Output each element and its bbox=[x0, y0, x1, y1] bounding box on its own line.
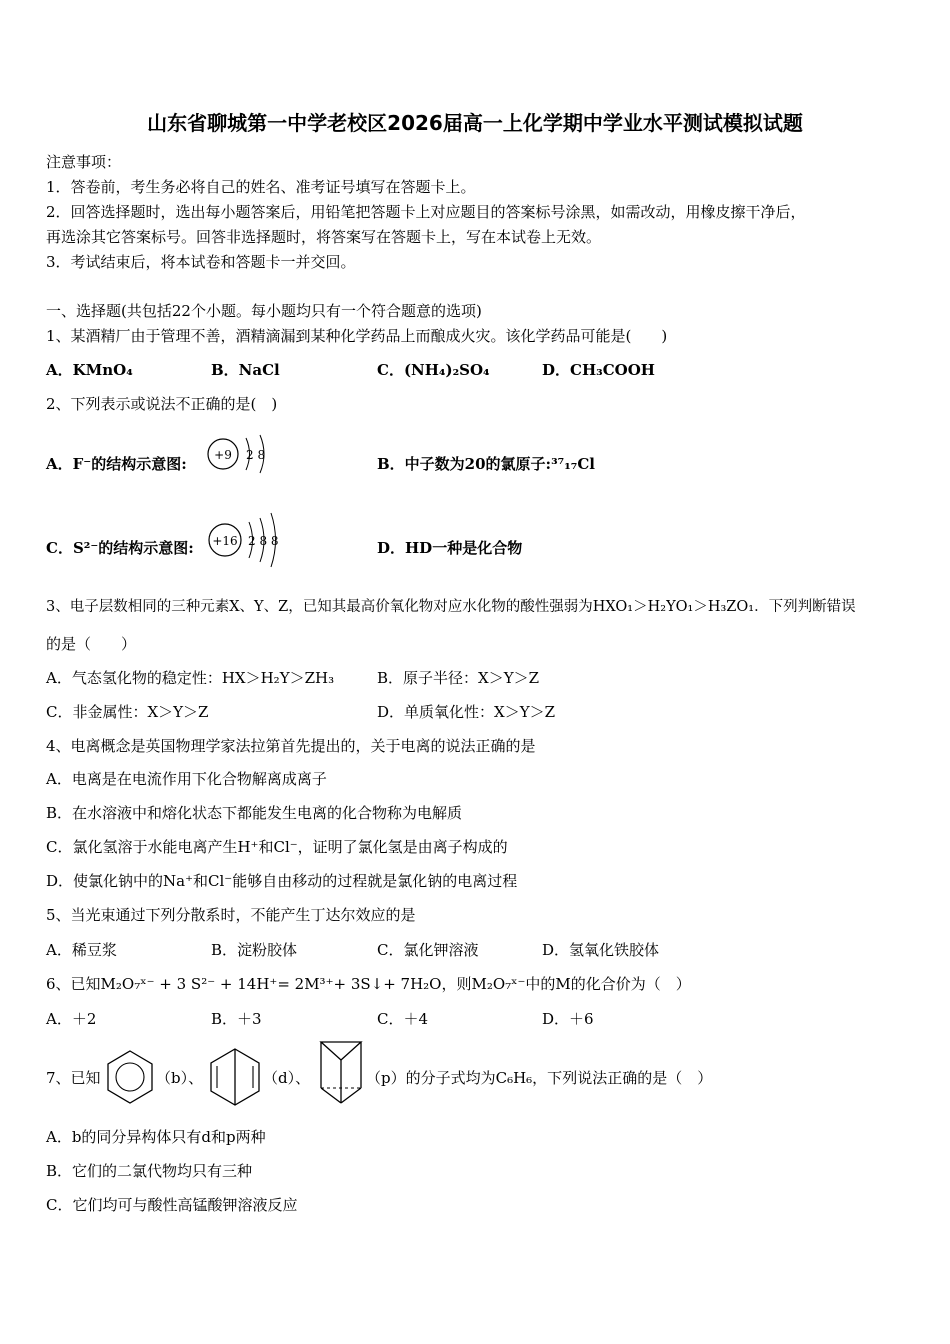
q1-option-d: D．CH₃COOH bbox=[542, 361, 655, 379]
q1-option-a: A．KMnO₄ bbox=[46, 361, 133, 379]
notice-heading: 注意事项： bbox=[46, 153, 122, 171]
q2-option-d: D．HD一种是化合物 bbox=[377, 539, 523, 557]
q5-option-c: C．氯化钾溶液 bbox=[377, 941, 479, 959]
q4-option-a: A．电离是在电流作用下化合物解离成离子 bbox=[46, 770, 327, 788]
q7-option-b: B．它们的二氯代物均只有三种 bbox=[46, 1162, 253, 1180]
q6-option-c: C．＋4 bbox=[377, 1010, 429, 1028]
q7-label-p: （p）的分子式均为C₆H₆，下列说法正确的是（ ） bbox=[366, 1069, 713, 1087]
page-title: 山东省聊城第一中学老校区2026届高一上化学期中学业水平测试模拟试题 bbox=[147, 111, 803, 135]
c-nucleus-label: +16 bbox=[212, 534, 238, 548]
q2-option-b: B．中子数为20的氯原子:³⁷₁₇Cl bbox=[377, 455, 596, 473]
a-nucleus-label: +9 bbox=[214, 448, 232, 462]
q4-option-c: C．氯化氢溶于水能电离产生H⁺和Cl⁻，证明了氯化氢是由离子构成的 bbox=[46, 838, 508, 856]
c-shell-label: 2 8 8 bbox=[248, 534, 279, 548]
prismane-structure bbox=[318, 1038, 364, 1106]
q3-option-b: B．原子半径：X＞Y＞Z bbox=[377, 669, 540, 687]
q4-option-d: D．使氯化钠中的Na⁺和Cl⁻能够自由移动的过程就是氯化钠的电离过程 bbox=[46, 872, 518, 890]
q2-option-a: A．F⁻的结构示意图: bbox=[46, 455, 187, 473]
q5-option-b: B．淀粉胶体 bbox=[211, 941, 298, 959]
q6-option-a: A．＋2 bbox=[46, 1010, 97, 1028]
dewar-benzene-structure bbox=[207, 1046, 263, 1108]
q7-pre: 7、已知 bbox=[46, 1069, 101, 1087]
q2-option-c: C．S²⁻的结构示意图: bbox=[46, 539, 194, 557]
notice-item: 再选涂其它答案标号。回答非选择题时，将答案写在答题卡上，写在本试卷上无效。 bbox=[46, 228, 602, 246]
q3-option-d: D．单质氧化性：X＞Y＞Z bbox=[377, 703, 556, 721]
fluoride-structure-diagram bbox=[204, 432, 274, 476]
section-heading: 一、选择题(共包括22个小题。每小题均只有一个符合题意的选项) bbox=[46, 302, 482, 320]
notice-item: 2．回答选择题时，选出每小题答案后，用铅笔把答题卡上对应题目的答案标号涂黑，如需改动，用橡皮擦干净后， bbox=[46, 203, 806, 221]
q3-stem: 3、电子层数相同的三种元素X、Y、Z，已知其最高价氧化物对应水化物的酸性强弱为HXO₁＞H₂YO₁＞H₃ZO₁．下列判断错误 bbox=[46, 599, 856, 615]
sulfide-structure-diagram bbox=[204, 510, 284, 570]
q6-option-b: B．＋3 bbox=[211, 1010, 262, 1028]
a-shell-label: 2 8 bbox=[246, 448, 266, 462]
q4-stem: 4、电离概念是英国物理学家法拉第首先提出的，关于电离的说法正确的是 bbox=[46, 737, 536, 755]
q4-option-b: B．在水溶液中和熔化状态下都能发生电离的化合物称为电解质 bbox=[46, 804, 463, 822]
q1-stem: 1、某酒精厂由于管理不善，酒精滴漏到某种化学药品上而酿成火灾。该化学药品可能是( ) bbox=[46, 327, 668, 345]
q5-option-d: D．氢氧化铁胶体 bbox=[542, 941, 660, 959]
q3-option-c: C．非金属性：X＞Y＞Z bbox=[46, 703, 209, 721]
q6-option-d: D．＋6 bbox=[542, 1010, 594, 1028]
q1-option-b: B．NaCl bbox=[211, 361, 280, 379]
q2-stem: 2、下列表示或说法不正确的是( ) bbox=[46, 395, 278, 413]
q7-option-a: A．b的同分异构体只有d和p两种 bbox=[46, 1128, 266, 1146]
q3-option-a: A．气态氢化物的稳定性：HX＞H₂Y＞ZH₃ bbox=[46, 669, 335, 687]
q7-label-d: （d）、 bbox=[263, 1069, 311, 1087]
q5-stem: 5、当光束通过下列分散系时，不能产生丁达尔效应的是 bbox=[46, 906, 416, 924]
q3-stem-cont: 的是（ ） bbox=[46, 635, 137, 653]
q7-option-c: C．它们均可与酸性高锰酸钾溶液反应 bbox=[46, 1196, 298, 1214]
notice-item: 1．答卷前，考生务必将自己的姓名、准考证号填写在答题卡上。 bbox=[46, 178, 476, 196]
q5-option-a: A．稀豆浆 bbox=[46, 941, 117, 959]
q1-option-c: C．(NH₄)₂SO₄ bbox=[377, 361, 490, 379]
q7-label-b: （b）、 bbox=[156, 1069, 204, 1087]
benzene-structure bbox=[104, 1048, 156, 1106]
notice-item: 3．考试结束后，将本试卷和答题卡一并交回。 bbox=[46, 253, 356, 271]
q6-stem: 6、已知M₂O₇ˣ⁻ + 3 S²⁻ + 14H⁺= 2M³⁺+ 3S↓+ 7H₂O，则M₂O₇ˣ⁻中的M的化合价为（ ） bbox=[46, 975, 691, 993]
